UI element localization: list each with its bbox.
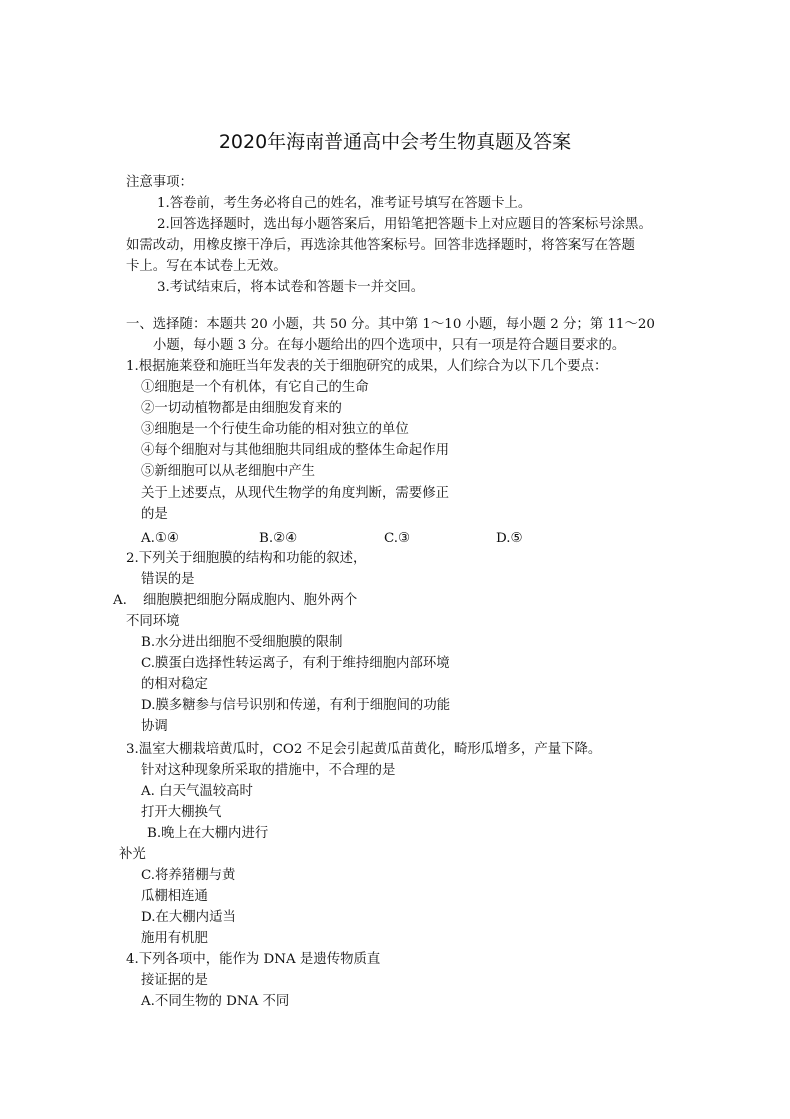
q3-option-c-line-2: 瓜棚相连通 [141, 889, 208, 904]
q4-stem-line-1: 4.下列各项中，能作为 DNA 是遗传物质直 [126, 952, 381, 967]
q3-option-a-line-1: A. 白天气温较高时 [141, 784, 253, 799]
notice-item-2-line-3: 卡上。写在本试卷上无效。 [126, 259, 287, 274]
q3-option-d-line-1: D.在大棚内适当 [141, 910, 236, 925]
q3-option-c-line-1: C.将养猪棚与黄 [141, 868, 236, 883]
q1-option-d: D.⑤ [496, 531, 523, 546]
q1-option-a: A.①④ [141, 531, 179, 546]
q2-option-c-line-2: 的相对稳定 [141, 677, 208, 692]
q1-stem: 1.根据施莱登和施旺当年发表的关于细胞研究的成果，人们综合为以下几个要点： [126, 359, 608, 374]
q1-option-b: B.②④ [259, 531, 298, 546]
q3-option-b-line-2: 补光 [119, 847, 146, 862]
q3-option-b-line-1: B.晚上在大棚内进行 [147, 826, 269, 841]
q1-ask-line-2: 的是 [141, 507, 168, 522]
q1-point-4: ④每个细胞对与其他细胞共同组成的整体生命起作用 [141, 443, 449, 458]
q2-option-d-line-2: 协调 [141, 719, 168, 734]
notice-item-2-line-2: 如需改动，用橡皮擦干净后，再选涂其他答案标号。回答非选择题时，将答案写在答题 [126, 238, 635, 253]
q2-option-b: B.水分进出细胞不受细胞膜的限制 [141, 635, 343, 650]
q2-stem-line-2: 错误的是 [141, 572, 195, 587]
q2-stem-line-1: 2.下列关于细胞膜的结构和功能的叙述， [126, 551, 367, 566]
q4-option-a: A.不同生物的 DNA 不同 [141, 994, 290, 1009]
page-title: 2020年海南普通高中会考生物真题及答案 [218, 131, 572, 153]
section-1-instruction-line-1: 一、选择随：本题共 20 小题，共 50 分。其中第 1～10 小题，每小题 2 分；第 11～20 [126, 317, 655, 332]
q2-option-a-label: A. [113, 593, 127, 608]
q2-option-c-line-1: C.膜蛋白选择性转运离子，有利于维持细胞内部环境 [141, 656, 450, 671]
q1-point-3: ③细胞是一个行使生命功能的相对独立的单位 [141, 422, 409, 437]
q1-point-5: ⑤新细胞可以从老细胞中产生 [141, 464, 316, 479]
q3-stem-line-2: 针对这种现象所采取的措施中，不合理的是 [141, 763, 396, 778]
notice-item-1: 1.答卷前，考生务必将自己的姓名，准考证号填写在答题卡上。 [157, 196, 532, 211]
notice-item-3: 3.考试结束后，将本试卷和答题卡一并交回。 [157, 280, 425, 295]
q2-option-a-line-2: 不同环境 [126, 614, 180, 629]
q2-option-a-line-1: 细胞膜把细胞分隔成胞内、胞外两个 [143, 593, 358, 608]
notice-heading: 注意事项： [126, 175, 193, 190]
q3-option-d-line-2: 施用有机肥 [141, 931, 208, 946]
q1-point-1: ①细胞是一个有机体，有它自己的生命 [141, 380, 369, 395]
q1-option-c: C.③ [384, 531, 411, 546]
q4-stem-line-2: 接证据的是 [141, 973, 208, 988]
q3-option-a-line-2: 打开大棚换气 [141, 805, 222, 820]
q1-ask-line-1: 关于上述要点，从现代生物学的角度判断，需要修正 [141, 486, 449, 501]
section-1-instruction-line-2: 小题，每小题 3 分。在每小题给出的四个选项中，只有一项是符合题目要求的。 [153, 338, 626, 353]
q3-stem-line-1: 3.温室大棚栽培黄瓜时，CO2 不足会引起黄瓜苗黄化，畸形瓜增多，产量下降。 [126, 742, 602, 757]
q1-point-2: ②一切动植物都是由细胞发育来的 [141, 401, 342, 416]
q2-option-d-line-1: D.膜多糖参与信号识别和传递，有利于细胞间的功能 [141, 698, 451, 713]
notice-item-2-line-1: 2.回答选择题时，选出每小题答案后，用铅笔把答题卡上对应题目的答案标号涂黑。 [157, 217, 652, 232]
